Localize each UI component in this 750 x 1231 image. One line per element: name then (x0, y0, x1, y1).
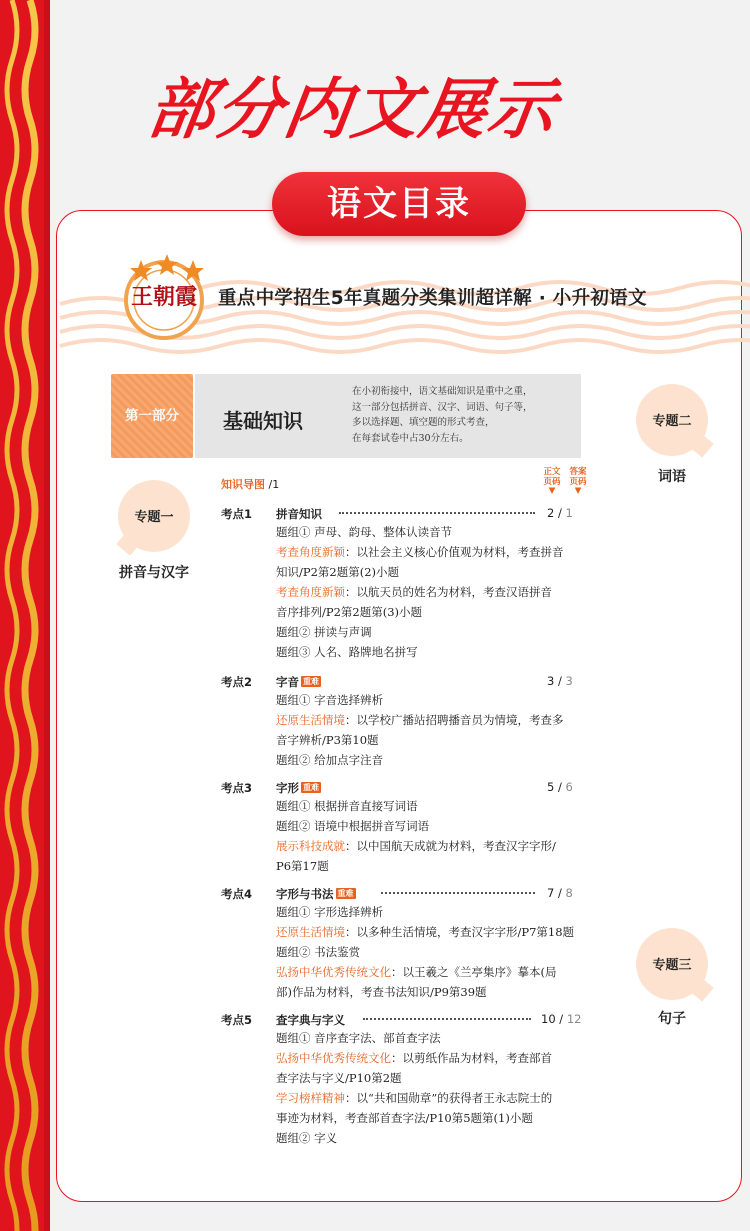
page-number: 2 / 1 (547, 506, 573, 520)
column-label-main: 正文 页码 ▼ (543, 467, 561, 496)
part-tag-label: 第一部分 (125, 408, 179, 424)
brand-logo (118, 252, 210, 344)
hero-title: 部分内文展示 (142, 71, 562, 148)
book-title: 重点中学招生5年真题分类集训超详解 · 小升初语文 (218, 288, 647, 309)
topic-2-name: 词语 (658, 469, 686, 485)
topic-1-bubble: 专题一 (118, 480, 190, 552)
tab-chinese-contents[interactable]: 语文目录 (272, 172, 526, 236)
part-title: 基础知识 (223, 409, 303, 433)
page-number: 5 / 6 (547, 780, 573, 794)
column-label-answer: 答案 页码 ▼ (569, 467, 587, 496)
topic-1-name: 拼音与汉字 (119, 565, 189, 581)
topic-3-name: 句子 (658, 1011, 686, 1027)
page-number: 7 / 8 (547, 886, 573, 900)
part-banner (195, 374, 581, 458)
decorative-stripe (0, 0, 50, 1231)
part-description: 在小初衔接中，语文基础知识是重中之重， 这一部分包括拼音、汉字、词语、句子等， 多以选择题、填空题的形式考查， 在每套试卷中占30分左右。 (352, 386, 533, 444)
knowledge-map-entry[interactable]: 知识导图 /1 (221, 478, 280, 491)
topic-2-bubble: 专题二 (636, 384, 708, 456)
topic-3-bubble: 专题三 (636, 928, 708, 1000)
page-number: 3 / 3 (547, 674, 573, 688)
hard-badge: 重难 (337, 889, 354, 898)
logo-text: 王朝霞 (130, 284, 197, 310)
part-tag (111, 374, 193, 458)
page-number: 10 / 12 (541, 1012, 582, 1026)
hard-badge: 重难 (303, 783, 319, 792)
hard-badge: 重难 (303, 677, 319, 686)
